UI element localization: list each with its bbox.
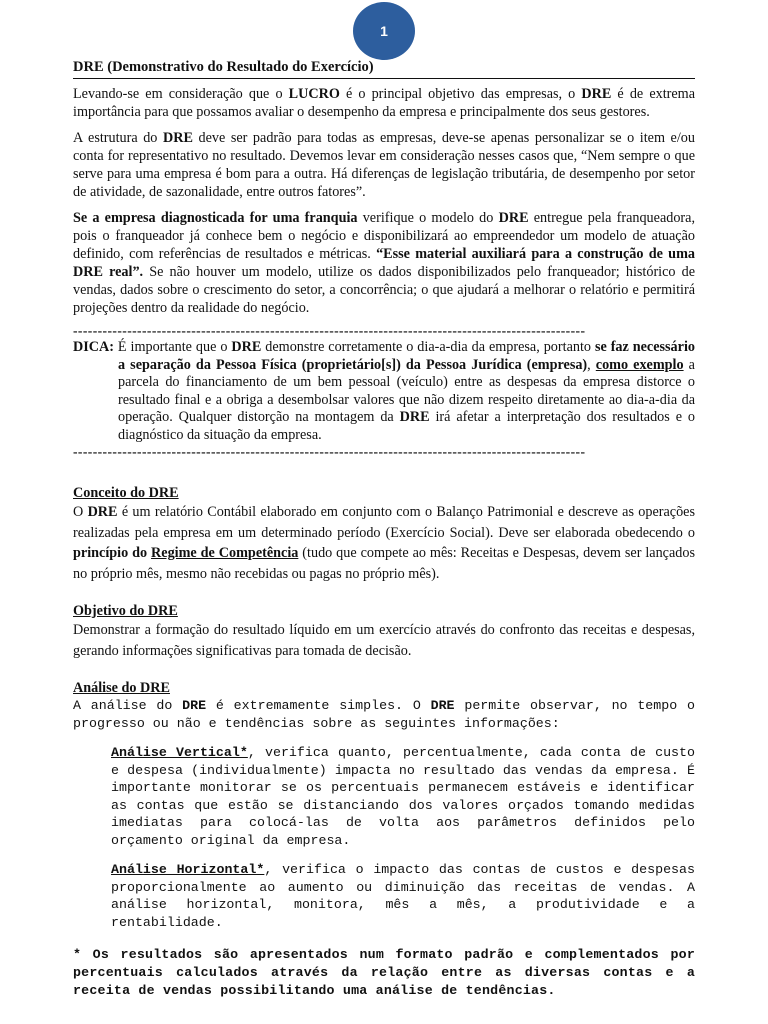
intro-paragraph-1: Levando-se em consideração que o LUCRO é o principal objetivo das empresas, o DRE é de extrema importância para que possamos avaliar o desempenho da empresa e principalmente dos seus gestores. [73,86,696,120]
analise-intro-paragraph: A análise do DRE é extremamente simples. O DRE permite observar, no tempo o progresso ou não e tendências sobre as seguintes informações: [73,698,695,731]
conceito-heading: Conceito do DRE [73,485,179,501]
document-title: DRE (Demonstrativo do Resultado do Exercício) [73,58,695,79]
analise-vertical-paragraph: Análise Vertical*, verifica quanto, percentualmente, cada conta de custo e despesa (individualmente) impacta no resultado das vendas da empresa. É importante monitorar se os percentuais permanecem estáveis e identificar as contas que estão se distanciando dos valores orçados tomando medidas imediatas para colocá-las de volta aos parâmetros definidos pelo orçamento original da empresa. [111,745,695,848]
intro-paragraph-2: A estrutura do DRE deve ser padrão para todas as empresas, deve-se apenas personalizar se o item e/ou conta for representativo no resultado. Devemos levar em consideração nesses casos que, “Nem sempre o que serve para uma empresa é bom para a outra. Há diferenças de legislação tributária, de desempenho por setor de atividade, de sazonalidade, entre outros fatores”. [73,130,695,200]
dica-paragraph: DICA: É importante que o DRE demonstre corretamente o dia-a-dia da empresa, portanto se faz necessário a separação da Pessoa Física (proprietário[s]) da Pessoa Jurídica (empresa), como exemplo a parcela do financiamento de um bem pessoal (veículo) entre as despesas da empresa distorce o resultado final e a obriga a desembolsar valores que não dizem respeito diretamente ao dia-a-dia da operação. Qualquer distorção na montagem da DRE irá afetar a interpretação dos resultados e o diagnóstico da situação da empresa. [73,339,695,443]
intro-paragraph-3: Se a empresa diagnosticada for uma franquia verifique o modelo do DRE entregue pela franqueadora, pois o franqueador já conhece bem o negócio e disponibilizará ao empreendedor um modelo de atuação definido, com referências de resultados e métricas. “Esse material auxiliará para a construção de uma DRE real”. Se não houver um modelo, utilize os dados disponibilizados pelo franqueador; histórico de vendas, dados sobre o crescimento do setor, a concorrência; o que ajudará a melhorar o relatório e permitirá projeções dentro da realidade do negócio. [73,210,696,316]
page-number-badge: 1 [353,2,415,60]
objetivo-paragraph: Demonstrar a formação do resultado líquido em um exercício através do confronto das receitas e despesas, gerando informações significativas para tomada de decisão. [73,622,695,659]
objetivo-heading: Objetivo do DRE [73,603,178,619]
separator-top: -------------------------------------------------------------------------------------------------------- [73,325,586,337]
conceito-paragraph: O DRE é um relatório Contábil elaborado em conjunto com o Balanço Patrimonial e descreve as operações realizadas pela empresa em um determinado período (Exercício Social). Deve ser elaborada obedecendo o princípio do Regime de Competência (tudo que compete ao mês: Receitas e Despesas, devem ser lançados no próprio mês, mesmo não recebidas ou pagas no próprio mês). [73,504,696,582]
document-body [73,58,695,1000]
footnote: * Os resultados são apresentados num formato padrão e complementados por percentuais calculados através da relação entre as diversas contas e a receita de vendas possibilitando uma análise de tendências. [73,947,695,998]
analise-heading: Análise do DRE [73,680,170,696]
analise-horizontal-paragraph: Análise Horizontal*, verifica o impacto das contas de custos e despesas proporcionalmente ao aumento ou diminuição das receitas de vendas. A análise horizontal, monitora, mês a mês, a produtividade e a rentabilidade. [111,862,695,930]
separator-bottom: -------------------------------------------------------------------------------------------------------- [73,446,586,458]
